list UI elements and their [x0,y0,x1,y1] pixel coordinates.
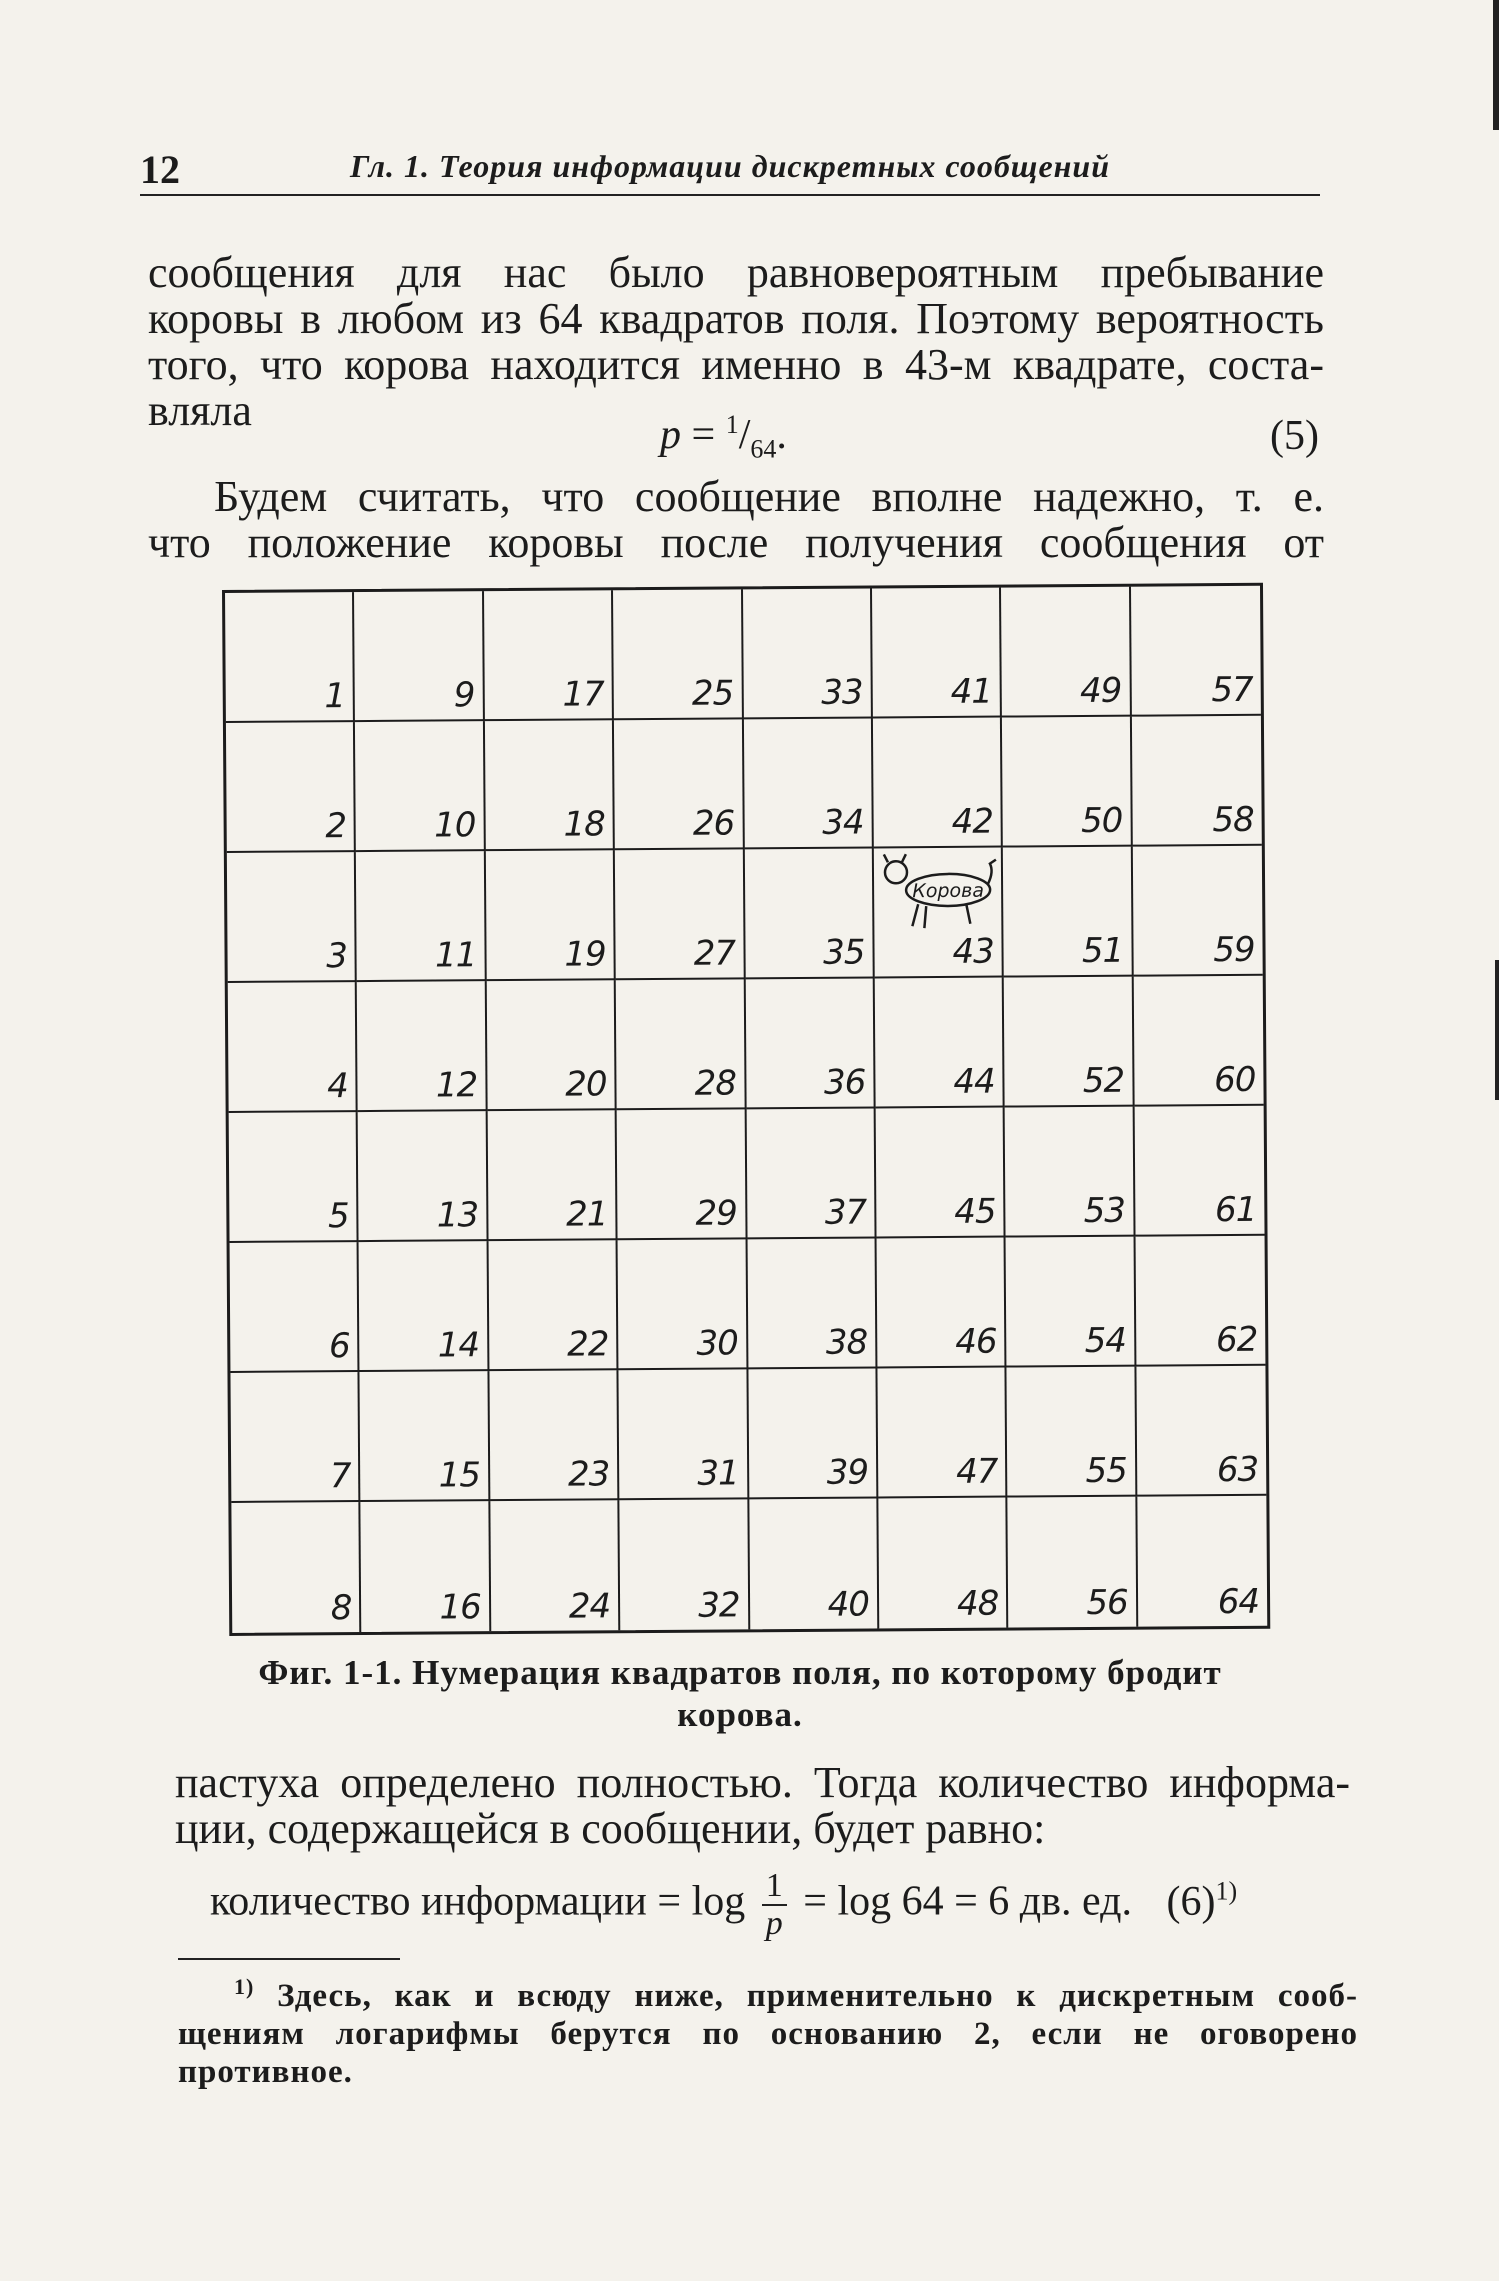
grid-cell [486,850,616,981]
cell-number: 6 [328,1326,350,1367]
cow-label: Корова [912,879,984,903]
cell-number: 31 [697,1453,739,1494]
footnote: $^{1)}$ Здесь, как и всюду ниже, применительно к дискретным сооб- щениям логарифмы берутся по основанию 2, если не оговорено противное. [178,1974,1358,2090]
grid-cell [874,848,1004,979]
grid-cell [1004,977,1134,1108]
grid-cell [1135,1236,1265,1367]
text-line: того, что корова находится именно в 43-м квадрате, соста- [148,340,1324,389]
cell-number: 43 [952,931,994,972]
grid-cell [747,1238,877,1369]
cell-number: 55 [1085,1450,1127,1491]
grid-cell [1131,586,1261,717]
grid-cell [616,979,746,1110]
grid-cell [613,589,743,720]
scan-edge-mark [1495,960,1499,1100]
grid-cell [1008,1497,1138,1628]
cell-number: 27 [693,933,736,974]
grid-cell [231,1502,361,1633]
cell-number: 51 [1081,930,1124,972]
grid-cell [748,1368,878,1499]
cell-number: 54 [1084,1320,1127,1361]
grid-cell [877,1368,1007,1499]
cell-number: 3 [326,936,348,977]
text-line: вляла [148,386,252,435]
grid-cell [360,1371,490,1502]
grid-cell [485,720,615,851]
cell-number: 52 [1082,1060,1125,1102]
text-line: щениям логарифмы берутся по основанию 2, если не оговорено [178,2016,1358,2052]
cell-number: 34 [822,802,864,843]
cell-number: 20 [565,1064,607,1105]
paragraph-1 [148,250,1324,434]
grid-cell [875,978,1005,1109]
grid-cell [744,848,874,979]
cell-number: 18 [563,804,605,845]
cell-number: 59 [1213,929,1255,971]
grid-cell [872,588,1002,719]
grid-cell [743,718,873,849]
grid-cell [489,1370,619,1501]
paragraph-2 [148,474,1324,566]
equation-number-5: (5) [1270,413,1319,459]
fraction: $\frac{1}{p}$ [762,1868,787,1942]
cell-number: 53 [1083,1190,1126,1231]
grid-cell [230,1242,360,1373]
cell-number: 49 [1079,670,1122,712]
grid-cell [359,1241,489,1372]
cell-number: 29 [695,1193,738,1234]
grid-cell [873,718,1003,849]
cell-number: 15 [438,1455,481,1496]
cell-number: 45 [954,1191,996,1232]
cell-number: 4 [327,1066,348,1107]
text-line: что положение коровы после получения сообщения от [148,518,1324,567]
formula-6: количество информации = log $\frac{1}{p}$ = log 64 = 6 дв. ед. $(6)^{1)}$ [210,1867,1238,1942]
cell-number: 35 [823,932,865,973]
cell-number: 63 [1216,1449,1259,1491]
cell-number: 39 [826,1452,869,1493]
grid-cell [229,1112,359,1243]
text-line: ции, содержащейся в сообщении, будет равно: [175,1804,1046,1853]
cow-drawing [878,848,999,939]
grid-cell [876,1238,1006,1369]
cell-number: 64 [1217,1581,1260,1623]
grid-cell [746,1108,876,1239]
grid-cell [488,1240,618,1371]
grid-cell [618,1239,748,1370]
page-number: 12 [140,147,180,192]
grid-cell [357,981,487,1112]
grid-cell [487,1110,617,1241]
grid-cell [878,1498,1008,1629]
grid-cell [227,852,357,983]
cell-number: 16 [439,1587,481,1628]
text-line: пастуха определено полностью. Тогда количество информа- [175,1758,1350,1807]
cell-number: 38 [825,1322,868,1363]
cell-number: 17 [562,674,605,715]
cell-number: 12 [435,1065,478,1106]
scan-edge-mark [1493,0,1499,130]
cell-number: 24 [568,1586,611,1627]
grid-cell [1134,1106,1264,1237]
grid-cell [490,1500,620,1631]
cell-number: 22 [566,1324,609,1365]
cell-number: 61 [1214,1189,1257,1231]
cell-number: 58 [1212,799,1254,841]
cell-number: 9 [453,675,475,716]
grid-cell [615,849,745,980]
field-grid [222,583,1270,1636]
cell-number: 26 [692,803,735,844]
grid-cell [743,588,873,719]
cell-number: 40 [827,1584,870,1625]
footnote-rule [178,1958,400,1960]
cell-number: 33 [821,672,863,713]
cell-number: 5 [327,1196,349,1237]
cell-number: 10 [433,805,476,846]
grid-cell [1136,1366,1266,1497]
grid-cell [745,978,875,1109]
grid-cell [1133,976,1263,1107]
cell-number: 62 [1215,1319,1258,1361]
paragraph-3 [175,1760,1350,1852]
figure-caption: Фиг. 1-1. Нумерация квадратов поля, по которому бродит корова. [258,1653,1222,1734]
cell-number: 13 [436,1195,479,1236]
grid-cell [228,982,358,1113]
cell-number: 37 [824,1192,867,1233]
cell-number: 11 [434,935,477,976]
cell-number: 32 [698,1585,740,1626]
grid-cell [614,719,744,850]
cell-number: 60 [1214,1059,1256,1101]
grid-cell [230,1372,360,1503]
cell-number: 8 [330,1588,352,1629]
grid-cell [486,980,616,1111]
grid-cell [749,1498,879,1629]
grid-cell [1005,1107,1135,1238]
grid-cell [1137,1496,1267,1627]
text-line: коровы в любом из 64 квадратов поля. Поэтому вероятность [148,294,1324,343]
cell-number: 41 [950,671,993,712]
grid-cell [619,1369,749,1500]
text-line: сообщения для нас было равновероятным пребывание [148,248,1324,297]
cell-number: 42 [951,801,994,842]
grid-cell [1007,1367,1137,1498]
grid-cell [358,1111,488,1242]
text-line: Будем считать, что сообщение вполне надежно, т. е. [214,472,1324,521]
cell-number: 48 [956,1583,999,1624]
cell-number: 47 [956,1451,998,1492]
grid-cell [1001,587,1131,718]
cell-number: 46 [955,1321,997,1362]
cell-number: 7 [329,1456,351,1497]
page-header [140,142,1320,196]
cell-number: 14 [437,1325,480,1366]
grid-cell [1003,847,1133,978]
grid-cell [225,592,355,723]
cell-number: 1 [324,676,346,717]
cell-number: 23 [567,1454,610,1495]
grid-cell [226,722,356,853]
grid-cell [1002,717,1132,848]
grid-cell [1132,846,1262,977]
cell-number: 56 [1086,1582,1128,1623]
cell-number: 30 [696,1323,738,1364]
cell-number: 50 [1080,800,1123,842]
cell-number: 28 [694,1063,737,1104]
formula-5: $p = ^1/_{64}$. [660,410,787,464]
running-head: Гл. 1. Теория информации дискретных сообщений [350,148,1111,184]
cell-number: 19 [564,934,606,975]
cell-number: 2 [325,806,347,847]
text-line: противное. [178,2054,353,2090]
cell-number: 57 [1211,669,1253,711]
cell-number: 44 [953,1061,995,1102]
grid-cell [356,851,486,982]
grid-cell [1132,716,1262,847]
cell-number: 36 [823,1062,866,1103]
grid-cell [617,1109,747,1240]
grid-cell [355,721,485,852]
cell-number: 21 [566,1194,608,1235]
grid-cell [361,1501,491,1632]
grid-cell [354,591,484,722]
grid-cell [876,1108,1006,1239]
grid-cell [619,1499,749,1630]
cell-number: 25 [691,673,734,714]
grid-cell [484,590,614,721]
grid-cell [1006,1237,1136,1368]
